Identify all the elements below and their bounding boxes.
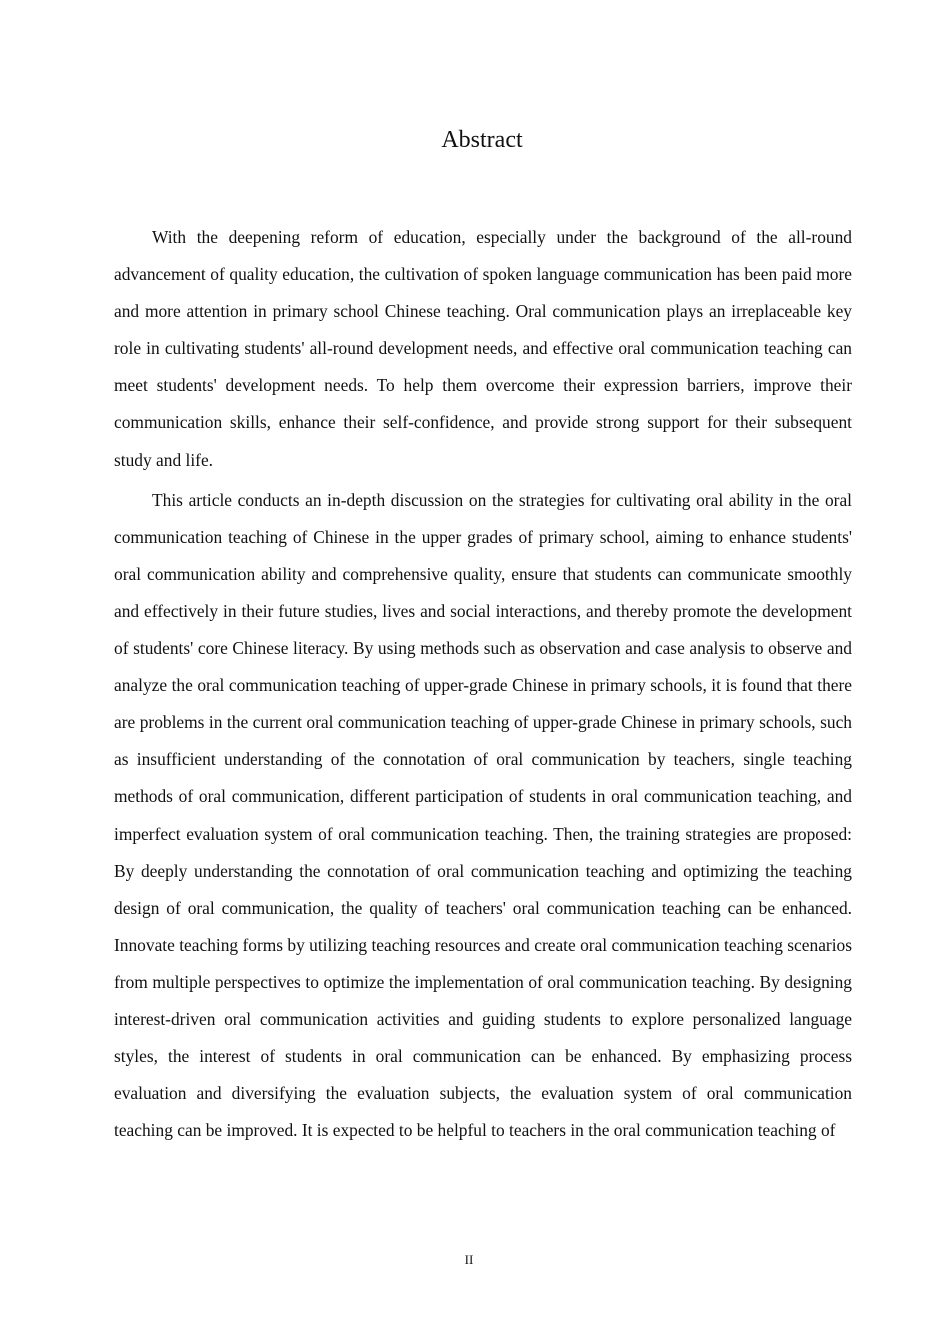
abstract-paragraph-1: With the deepening reform of education, especially under the background of the all-round advancement of quality education, the cultivation of spoken language communication has been paid more and more attention in primary school Chinese teaching. Oral communication plays an irreplaceable key role in cultivating students' all-round development needs, and effective oral communication teaching can meet students' development needs. To help them overcome their expression barriers, improve their communication skills, enhance their self-confidence, and provide strong support for their subsequent study and life. — [114, 227, 852, 470]
abstract-paragraph-2: This article conducts an in-depth discussion on the strategies for cultivating oral ability in the oral communication teaching of Chinese in the upper grades of primary school, aiming to enhance students' oral communication ability and comprehensive quality, ensure that students can communicate smoothly and effectively in their future studies, lives and social interactions, and thereby promote the development of students' core Chinese literacy. By using methods such as observation and case analysis to observe and analyze the oral communication teaching of upper-grade Chinese in primary schools, it is found that there are problems in the current oral communication teaching of upper-grade Chinese in primary schools, such as insufficient understanding of the connotation of oral communication by teachers, single teaching methods of oral communication, different participation of students in oral communication teaching, and imperfect evaluation system of oral communication teaching. Then, the training strategies are proposed: By deeply understanding the connotation of oral communication teaching and optimizing the teaching design of oral communication, the quality of teachers' oral communication teaching can be enhanced. Innovate teaching forms by utilizing teaching resources and create oral communication teaching scenarios from multiple perspectives to optimize the implementation of oral communication teaching. By designing interest-driven oral communication activities and guiding students to explore personalized language styles, the interest of students in oral communication can be enhanced. By emphasizing process evaluation and diversifying the evaluation subjects, the evaluation system of oral communication teaching can be improved. It is expected to be helpful to teachers in the oral communication teaching of — [114, 489, 852, 1141]
abstract-body — [114, 219, 852, 1152]
page-number: II — [464, 1252, 474, 1267]
page-title: Abstract — [441, 127, 523, 153]
